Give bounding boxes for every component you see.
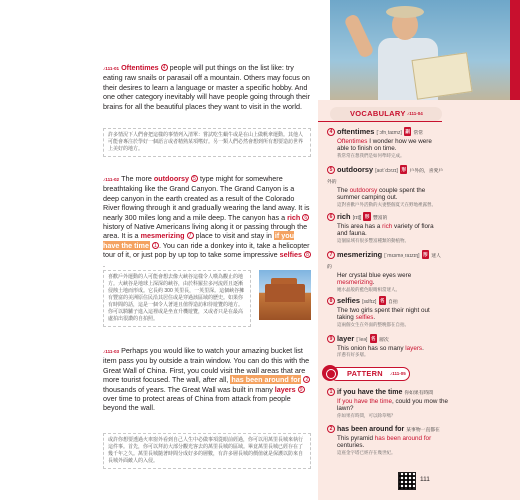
example-translation: 我常常在想我們是如何準時完成。 [337, 152, 405, 158]
pattern-example [327, 435, 457, 450]
vocab-number: 6 [302, 214, 309, 221]
vocab-number: 7 [187, 232, 194, 239]
entry-word: selfies [337, 296, 361, 305]
entry-word: outdoorsy [337, 165, 374, 174]
example-keyword: selfies [355, 314, 374, 322]
vocab-number: 8 [304, 251, 311, 258]
part-of-speech-badge: 形 [401, 167, 406, 172]
example-text: Her crystal blue eyes were [337, 272, 412, 279]
part-of-speech-badge: 名 [371, 336, 376, 341]
entry-gloss: 常常 [413, 131, 424, 136]
paragraph-text: over time to protect areas of China from attack from people beyond the wall. [103, 394, 291, 413]
audio-track-icon[interactable]: ♪111-03 [103, 349, 120, 354]
example-text: centuries. [337, 442, 365, 450]
example-text: . [373, 314, 376, 322]
translation-3: 或許你想要透過火車窗外看到自己人生中必做事項從眼前經過，你可以用萬里長城來執行這件事。首先，你可以拜訪大部分觀光客去的萬里長城的區域。畢竟萬里長城已經存在了幾千年之久。萬里長城隨著時間分成好多的層數，有許多層長城的價值就是保護以防來自長城外面敵人的入侵。 [103, 433, 311, 469]
entry-gloss: 豐富的 [372, 216, 388, 221]
example-keyword: layers [405, 345, 423, 352]
vocab-word: outdoorsy [153, 174, 189, 183]
entry-phonetic: [ˈleə] [356, 337, 368, 343]
entry-word: rich [337, 212, 351, 221]
pattern-entry [327, 388, 457, 419]
example-text: . [422, 345, 424, 352]
example-text: The [337, 187, 350, 194]
vocab-entry [327, 334, 445, 359]
entry-phonetic: [ˈmɛsmə͵raɪzɪŋ] [384, 253, 420, 259]
entry-word: oftentimes [337, 127, 375, 136]
pattern-highlight: has been around for [231, 375, 301, 385]
pattern-highlight: if you have the time [103, 231, 294, 250]
entry-phonetic: [sɛlfɪz] [362, 299, 377, 305]
entry-example [327, 307, 445, 322]
red-edge-strip [510, 0, 520, 110]
canyon-photo [259, 270, 311, 320]
paragraph-text: . [103, 259, 105, 269]
vocab-entry [327, 212, 445, 244]
vocab-entry [327, 127, 445, 159]
paragraph-text: thousands of years. The Great Wall was built in many [103, 384, 275, 394]
vocab-word: rich [287, 212, 301, 222]
waving-arm [343, 13, 374, 59]
pattern-entry [327, 425, 457, 456]
traveler-photo [330, 0, 520, 110]
paragraph-text: . You can ride a donkey into it, take a helicopter tour of it, or just pop by up top to take some impressive [103, 240, 310, 260]
pattern-gloss: 你如果有時間 [404, 391, 434, 396]
part-of-speech-badge: 名 [380, 298, 385, 303]
example-translation: 這對喜歡戶外活動的夫妻整個夏天在野地裡露營。 [337, 201, 436, 207]
example-keyword: has been around for [374, 435, 432, 442]
example-translation: 洋蔥有好多層。 [337, 352, 369, 358]
part-of-speech-badge: 副 [405, 129, 410, 134]
entry-number: 1 [327, 388, 335, 396]
vocab-word: layers [274, 384, 296, 394]
example-text: This pyramid [337, 435, 375, 442]
vocab-entry [327, 250, 445, 293]
pattern-gloss: 某事物一直都在 [406, 428, 440, 433]
example-text: , could you mow the lawn? [337, 398, 448, 413]
example-keyword: If you have the time [337, 398, 392, 405]
paragraph-text: type might for somewhere breathtaking like the Grand Canyon. The Grand Canyon is a deep canyon in the earth created as a result of the Colorado River flowing through it and gradually wearing the land away. It is nearly 300 miles long and a mile deep. The canyon has a [103, 174, 310, 222]
example-keyword: mesmerizing [337, 279, 373, 287]
pattern-example [327, 398, 457, 413]
entry-example [327, 223, 445, 238]
pattern-title: PATTERN [347, 369, 383, 378]
audio-track-icon[interactable]: ♪111-05 [390, 371, 406, 376]
vocab-word: Oftentimes [121, 63, 159, 72]
entry-phonetic: [ˈɔfn͵taɪmz] [376, 130, 402, 136]
pattern-number: 2 [303, 376, 310, 383]
traveler-hat [386, 6, 424, 18]
vocab-number: 4 [161, 64, 168, 71]
entry-number: 9 [327, 335, 335, 343]
entry-word: mesmerizing [337, 250, 383, 259]
part-of-speech-badge: 形 [423, 252, 428, 257]
butte [265, 284, 305, 302]
translation-1: 許多情況下人們會把這樣的事情列入清單：嘗試吃生蝸牛或是在山上做帆傘運動。其他人可能會專注於學好一個語言或者精熟某項嗜好。另一類人們必然會想到所有想要造訪世界上美好的地方。 [103, 128, 311, 157]
example-translation: 你如果有時間，可以除草嗎？ [337, 412, 396, 418]
entry-number: 6 [327, 213, 335, 221]
example-keyword: rich [382, 223, 393, 230]
entry-gloss: 迷人的 [327, 254, 441, 270]
example-text: variety of flora and fauna. [337, 223, 434, 238]
vocab-word: selfies [279, 250, 302, 260]
paragraph-text: place to visit and stay in [193, 231, 274, 241]
part-of-speech-badge: 形 [364, 214, 370, 219]
divider [318, 121, 442, 122]
example-keyword: outdoorsy [349, 187, 378, 194]
vocab-word: mesmerizing [140, 231, 185, 241]
example-translation: 這座金字塔已經存在幾世紀。 [337, 449, 396, 455]
vocab-entry [327, 296, 445, 328]
example-text: . [372, 279, 375, 287]
audio-track-icon[interactable]: ♪111-04 [407, 111, 423, 116]
vocabulary-title: VOCABULARY [350, 109, 406, 118]
example-text: The two girls spent their night out taking [337, 307, 430, 322]
paragraph-text: Perhaps you would like to watch your amazing bucket list item pass you by outside a train window. You can do this with the Great Wall of China. First, you could visit the wall areas that are more tourist focused. The wall, after all, [103, 346, 310, 385]
paragraph-text: The more [121, 174, 154, 183]
entry-phonetic: [rɪtʃ] [352, 215, 362, 221]
entry-number: 4 [327, 128, 335, 136]
entry-example [327, 138, 445, 153]
audio-track-icon[interactable]: ♪111-02 [103, 177, 120, 182]
entry-example [327, 272, 445, 287]
paragraph-1 [103, 63, 311, 111]
pattern-number: 1 [152, 242, 159, 249]
target-icon [322, 365, 338, 381]
pattern-phrase: if you have the time [337, 389, 403, 396]
example-translation: 這兩個女生在外面的整晚都在自拍。 [337, 321, 409, 327]
entry-number: 7 [327, 251, 335, 259]
example-text: This onion has so many [337, 345, 406, 352]
page-number: 111 [420, 476, 430, 483]
entry-word: layer [337, 334, 355, 343]
example-text: This area has a [337, 223, 383, 230]
example-text: couple spent the summer camping out. [337, 187, 426, 202]
vocab-number: 9 [298, 386, 305, 393]
example-translation: 她水晶般的藍色眼睛相當迷人。 [337, 286, 400, 292]
vocab-number: 5 [191, 175, 198, 182]
entry-phonetic: [aʊtˈdɔrzɪ] [375, 168, 398, 174]
paragraph-2 [103, 174, 311, 269]
paragraph-text: people will put things on the list like: try eating raw snails or parasail off a mountain. Others may focus on their desires to learn a language or master a specific hobby. And one other category inevitably will have people going through their brains for all the beautiful places they want to visit in the world. [103, 63, 310, 111]
entry-number: 2 [327, 425, 335, 433]
entry-gloss: 戶外的，喜愛戶外的 [327, 169, 444, 185]
paper-map [411, 52, 472, 99]
example-keyword: Oftentimes [337, 138, 368, 145]
entry-number: 8 [327, 297, 335, 305]
example-text: I wonder how we were able to finish on time. [337, 138, 432, 153]
example-translation: 這個區域有很多豐富種類的動植物。 [337, 237, 409, 243]
pattern-phrase: has been around for [337, 426, 405, 433]
qr-code[interactable] [398, 472, 416, 490]
entry-gloss: 自拍 [388, 300, 398, 305]
paragraph-3 [103, 346, 311, 413]
vocab-entry [327, 165, 445, 208]
entry-gloss: 層次 [379, 338, 389, 343]
paragraph-text: history of Native Americans living along it or passing through the area. It is a [103, 222, 308, 241]
entry-number: 5 [327, 166, 335, 174]
entry-example [327, 187, 445, 202]
translation-2: 喜歡戶外運動的人可能會想去像大峽谷這樣令人嘆為觀止的地方。大峽谷是地球上深深的峽谷，由於科羅拉多河流經且逐漸侵蝕土地而形成。它長約 300 英里長，一英里深。這個峽谷擁有豐富的美洲原住民沿其居住或是穿過該區域的歷史。如果你有時間的話，這是一個令人著迷且值得造訪和待遊覽的地方。你可以騎驢子進入這裡或是坐直升機遊覽，又或者只是在最高處拍出很讚的自拍照。 [103, 270, 251, 327]
audio-track-icon[interactable]: ♪111-01 [103, 66, 120, 71]
